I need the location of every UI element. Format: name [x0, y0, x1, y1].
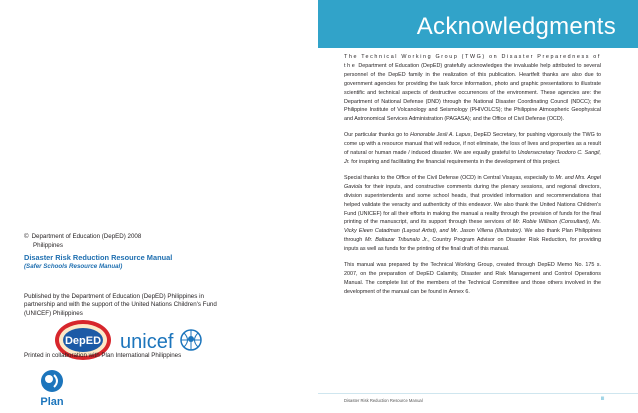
plan-logo [30, 365, 74, 409]
copyright-line: Department of Education (DepED) 2008 [31, 233, 142, 240]
unicef-logo-text: unicef [120, 331, 174, 353]
copyright-country: Philippines [33, 242, 63, 249]
paragraph-3-text-a: Special thanks to the Office of the Civil Defense (OCD) in Central Visayas, especially to [344, 174, 556, 181]
paragraph-1 [344, 53, 601, 124]
paragraph-2-text-a: Our particular thanks go to [344, 132, 411, 139]
secretary-name: Honorable Jesli A. Lapus [410, 132, 471, 139]
header-band [318, 0, 638, 48]
page-number: iii [601, 396, 605, 402]
plan-logo-text: Plan [40, 396, 64, 408]
paragraph-2 [344, 131, 601, 167]
printing-statement: Printed in collaboration with Plan International Philippines [24, 352, 182, 359]
paragraph-2-text-b: , DepED Secretary, for pushing vigorously the TWG to come up with a resource manual that will reduce, if not eliminate, the loss of lives and properties as a result of natural or human made / induced disaster. We are equally grateful to [344, 132, 601, 157]
paragraph-1-text: Department of Education (DepED) gratefully acknowledges the invaluable help attributed to several personnel of the DepED family in the realization of this publication. Heartfelt thanks are also due to government agencies for providing the task force information, photo and graphic presentations to illustrate scientific and technical aspects of destructive occurrences of the environment. These agencies are: the Department of National Defense (DND) through the National Disaster Coordinating Council (NDCC); the Philippine Institute of Volcanology and Seismology (PHIVOLCS); the Philippine Atmospheric Geophysical and Astronomical Services Administration (PAGASA); and the Office of Civil Defense (OCD). [344, 62, 601, 123]
plan-advisor-name: Mr. Baltazar Tribunalo Jr. [364, 237, 429, 244]
publisher-statement: Published by the Department of Education (DepED) Philippines in partnership and with the support of the United Nations Children's Fund (UNICEF) Philippines [24, 293, 217, 317]
footer-divider [318, 393, 638, 394]
acknowledgments-body [344, 53, 601, 304]
page-title: Acknowledgments [416, 13, 616, 40]
ocd-names: Mr. and Mrs. Angel Gaviola [344, 174, 601, 190]
manual-subtitle: (Safer Schools Resource Manual) [24, 263, 123, 270]
paragraph-3-text-b: for their inputs, and constructive comments during the plenary sessions, and regional directors, division superintendents and some school heads, that provided information and recommendations that helped validate the veracity and authenticity of this endeavor. We also thank the United Nations Children's Fund (UNICEF) for all their efforts in making the manual a reality through the provision of funds for the final printing of the manuscript, and its support through these services of [344, 183, 601, 226]
deped-logo-text: DepED [64, 335, 102, 347]
copyright-notice [24, 232, 141, 250]
unicef-globe-icon [181, 330, 201, 350]
footer-title: Disaster Risk Reduction Resource Manual [344, 398, 423, 403]
paragraph-2-text-c: for inspiring and facilitating the financial requirements in the development of this project. [349, 158, 561, 165]
paragraph-3-text-d: , Country Program Advisor on Disaster Risk Reduction, for providing inputs as well as funds for the printing of the final draft of this manual. [344, 237, 602, 253]
copyright-symbol: © [24, 233, 29, 240]
paragraph-4: This manual was prepared by the Technical Working Group, created through DepED Memo No. 175 s. 2007, on the preparation of DepED Calamity, Disaster and Risk Management and Control Operations Manual. The complete list of the members of the Technical Committee and those others involved in the development of the manual can be found in Annex 6. [344, 262, 601, 295]
paragraph-3-text-c: We also thank Plan Philippines through [344, 228, 601, 244]
paragraph-1-lead: The Technical Working Group (TWG) on Disaster Preparedness of the [344, 54, 601, 69]
paragraph-3 [344, 174, 601, 254]
unicef-staff-names: Mr. Robie Willison (Consultant), Ms. Vicky Eleen Catadman (Layout Artist), and Mr. Jason Villena (Illustrator). [344, 219, 601, 235]
undersecretary-name: Undersecretary Teodoro C. Sangil, Jr. [344, 150, 601, 165]
manual-title: Disaster Risk Reduction Resource Manual [24, 253, 173, 262]
